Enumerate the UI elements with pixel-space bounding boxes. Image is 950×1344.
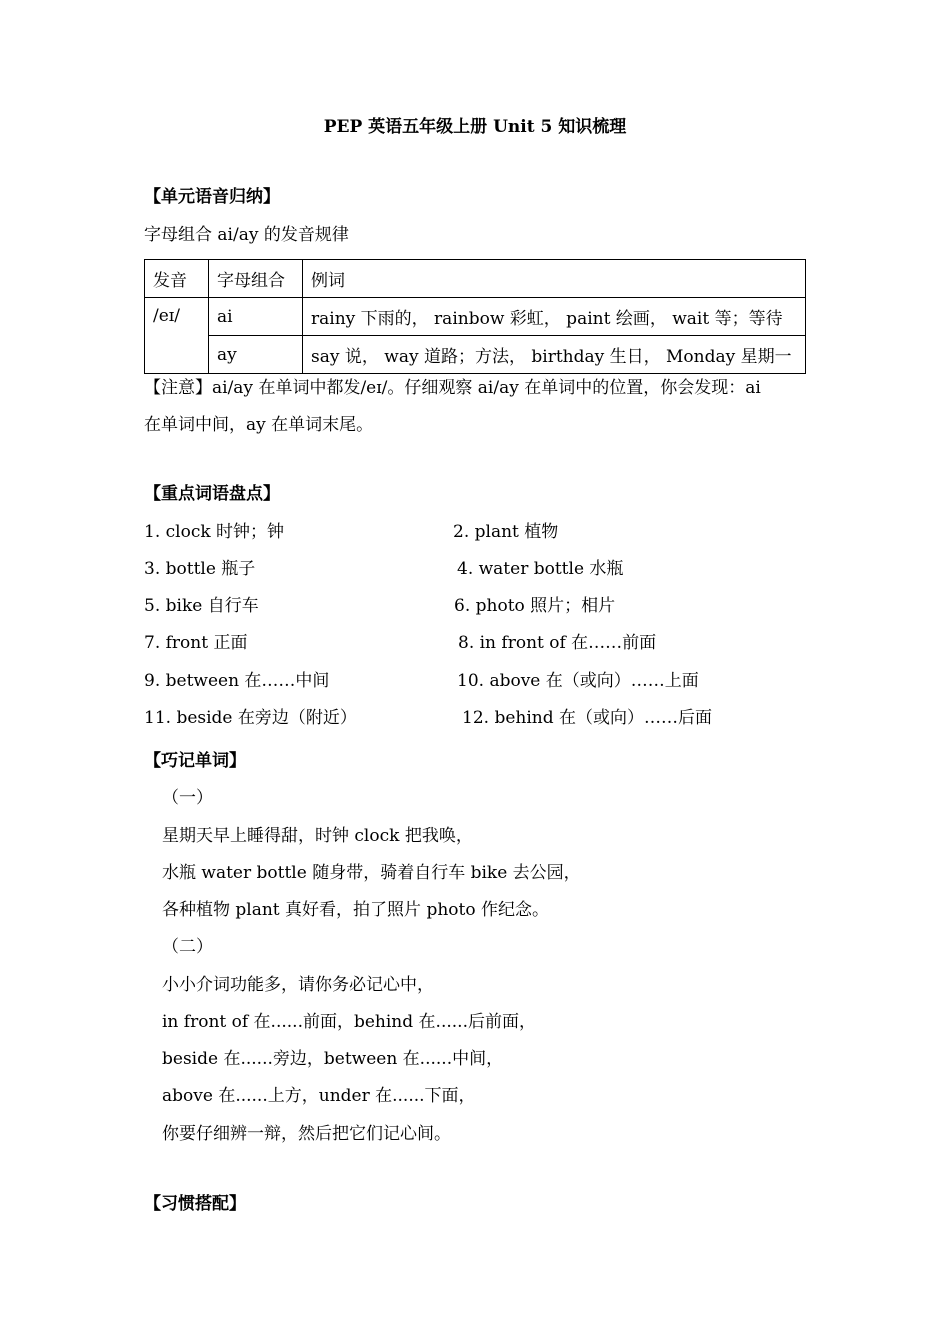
memory-line: 星期天早上睡得甜，时钟 clock 把我唤， <box>162 826 473 846</box>
vocab-item: 3. bottle 瓶子 <box>144 559 256 579</box>
vocab-item: 4. water bottle 水瓶 <box>457 559 624 579</box>
phonics-heading: 【单元语音归纳】 <box>144 187 280 207</box>
sound-cell: /eɪ/ <box>145 298 209 374</box>
examples-cell: say 说， way 道路；方法， birthday 生日， Monday 星期一 <box>303 336 806 374</box>
memory-line: above 在......上方，under 在......下面， <box>162 1086 476 1106</box>
memory-line: 水瓶 water bottle 随身带，骑着自行车 bike 去公园， <box>162 863 581 883</box>
memory-part-1-label: （一） <box>162 788 213 808</box>
vocab-item: 7. front 正面 <box>144 633 248 653</box>
phonics-intro: 字母组合 ai/ay 的发音规律 <box>144 225 349 245</box>
vocab-item: 9. between 在……中间 <box>144 671 330 691</box>
vocab-item: 8. in front of 在……前面 <box>458 633 657 653</box>
vocab-item: 6. photo 照片；相片 <box>454 596 616 616</box>
combo-cell: ay <box>209 336 303 374</box>
vocab-item: 2. plant 植物 <box>453 522 559 542</box>
memory-part-2-label: （二） <box>162 937 213 957</box>
habits-heading: 【习惯搭配】 <box>144 1194 246 1214</box>
header-sound: 发音 <box>145 260 209 298</box>
page-title: PEP 英语五年级上册 Unit 5 知识梳理 <box>323 117 627 137</box>
header-examples: 例词 <box>303 260 806 298</box>
memory-line: 你要仔细辨一辩，然后把它们记心间。 <box>162 1124 451 1144</box>
table-row <box>145 298 806 336</box>
vocab-item: 1. clock 时钟；钟 <box>144 522 285 542</box>
table-header-row <box>145 260 806 298</box>
memory-line: 小小介词功能多，请你务必记心中， <box>162 975 434 995</box>
vocab-item: 12. behind 在（或向）……后面 <box>462 708 713 728</box>
memory-line: 各种植物 plant 真好看，拍了照片 photo 作纪念。 <box>162 900 549 920</box>
memory-line: in front of 在......前面，behind 在......后前面， <box>162 1012 536 1032</box>
note-line-1: 【注意】ai/ay 在单词中都发/eɪ/。仔细观察 ai/ay 在单词中的位置，你会发现：ai <box>144 378 761 398</box>
table-row <box>145 336 806 374</box>
phonics-table <box>144 259 806 374</box>
memory-line: beside 在......旁边，between 在......中间， <box>162 1049 504 1069</box>
vocab-item: 11. beside 在旁边（附近） <box>144 708 357 728</box>
memory-heading: 【巧记单词】 <box>144 751 246 771</box>
vocab-heading: 【重点词语盘点】 <box>144 484 280 504</box>
vocab-item: 5. bike 自行车 <box>144 596 259 616</box>
combo-cell: ai <box>209 298 303 336</box>
examples-cell: rainy 下雨的， rainbow 彩虹， paint 绘画， wait 等；等待 <box>303 298 806 336</box>
vocab-item: 10. above 在（或向）……上面 <box>457 671 699 691</box>
header-combo: 字母组合 <box>209 260 303 298</box>
note-line-2: 在单词中间，ay 在单词末尾。 <box>144 415 374 435</box>
